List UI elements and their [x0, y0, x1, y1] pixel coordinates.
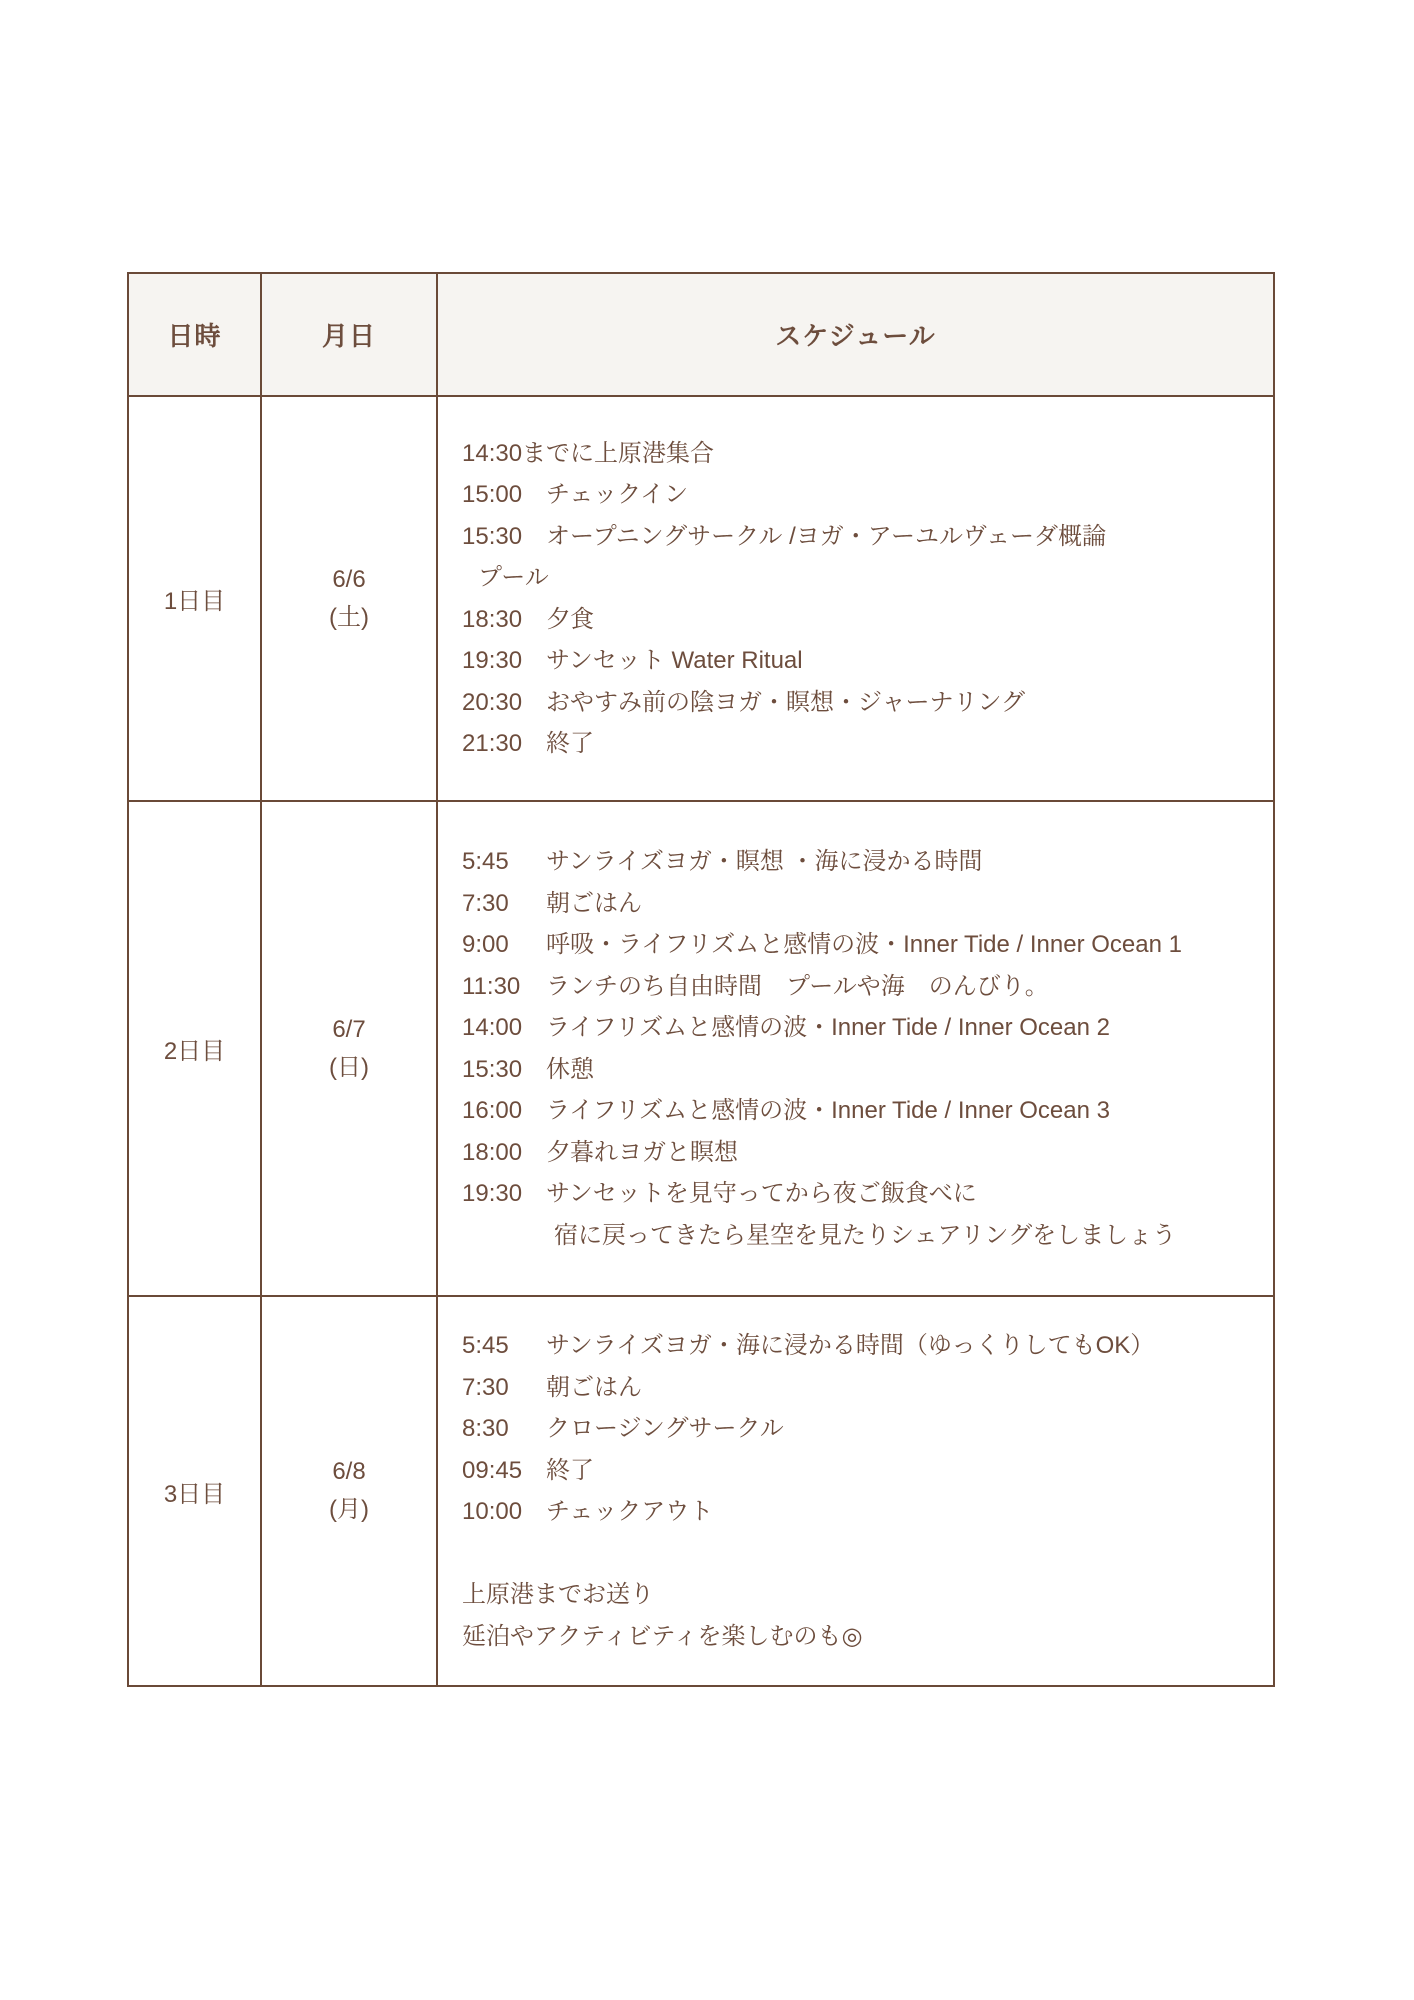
- table-row: [128, 1296, 1274, 1686]
- line-text: ライフリズムと感情の波・Inner Tide / Inner Ocean 2: [546, 1014, 1110, 1041]
- line-time: 15:00: [462, 481, 523, 508]
- table-row: [128, 396, 1274, 801]
- schedule-line: [462, 966, 1255, 1008]
- line-text: サンセットを見守ってから夜ご飯食べに: [546, 1180, 977, 1207]
- line-time: 19:30: [462, 647, 523, 674]
- line-time: 15:30: [462, 522, 523, 550]
- line-text: 朝ごはん: [546, 1373, 642, 1401]
- schedule-line: [462, 557, 1255, 599]
- schedule-line: [462, 1049, 1255, 1091]
- day-cell: 2日目: [128, 801, 261, 1296]
- schedule-line: [462, 1408, 1255, 1450]
- line-text: オープニングサークル /ヨガ・アーユルヴェーダ概論: [546, 522, 1107, 550]
- line-time: 7:30: [462, 889, 509, 917]
- line-time: 21:30: [462, 730, 523, 757]
- date-cell: [261, 1296, 437, 1686]
- line-text: 夕食: [546, 605, 594, 633]
- schedule-line: [462, 1325, 1255, 1367]
- schedule-cell: [437, 801, 1274, 1296]
- line-text: 夕暮れヨガと瞑想: [546, 1138, 738, 1166]
- table-header: [128, 273, 1274, 396]
- line-text: チェックイン: [546, 481, 689, 508]
- weekday-value: (日): [329, 1053, 369, 1081]
- schedule-line: [462, 1367, 1255, 1409]
- schedule-line: [462, 723, 1255, 765]
- schedule-line: [462, 1616, 1255, 1658]
- schedule-cell: [437, 396, 1274, 801]
- line-text: 終了: [546, 1456, 594, 1484]
- weekday-value: (土): [329, 603, 369, 631]
- schedule-line: [462, 640, 1255, 682]
- schedule-line: [462, 1491, 1255, 1533]
- schedule-line: [462, 474, 1255, 516]
- line-time: 11:30: [462, 972, 521, 1000]
- header-datetime: 日時: [128, 273, 261, 396]
- schedule-line: [462, 1173, 1255, 1215]
- line-text: サンライズヨガ・海に浸かる時間（ゆっくりしてもOK）: [546, 1332, 1155, 1359]
- line-text: サンライズヨガ・瞑想 ・海に浸かる時間: [546, 848, 983, 875]
- line-text: ランチのち自由時間 プールや海 のんびり。: [546, 972, 1049, 1000]
- schedule-line-blank: [462, 1533, 1255, 1575]
- line-text: チェックアウト: [546, 1498, 714, 1525]
- schedule-line: [462, 1450, 1255, 1492]
- line-text: サンセット Water Ritual: [546, 647, 803, 674]
- schedule-line: [462, 1574, 1255, 1616]
- line-time: 16:00: [462, 1097, 523, 1124]
- line-time: 8:30: [462, 1415, 509, 1442]
- line-text: 朝ごはん: [546, 889, 642, 917]
- date-cell: [261, 801, 437, 1296]
- schedule-line: [462, 883, 1255, 925]
- line-time: 7:30: [462, 1373, 509, 1401]
- line-time: 5:45: [462, 1332, 509, 1359]
- line-text: プール: [478, 564, 549, 591]
- table-row: [128, 801, 1274, 1296]
- schedule-line: [462, 841, 1255, 883]
- line-text: 14:30までに上原港集合: [462, 439, 715, 467]
- line-time: 5:45: [462, 848, 509, 875]
- schedule-line: [462, 924, 1255, 966]
- line-time: 18:30: [462, 605, 523, 633]
- weekday-value: (月): [329, 1496, 369, 1523]
- header-date: 月日: [261, 273, 437, 396]
- line-text: 終了: [546, 730, 594, 757]
- schedule-table: [127, 272, 1275, 1687]
- line-time: 19:30: [462, 1180, 523, 1207]
- line-time: 20:30: [462, 688, 523, 716]
- schedule-line: [462, 433, 1255, 475]
- schedule-line: [462, 1007, 1255, 1049]
- schedule-cell: [437, 1296, 1274, 1686]
- line-text: 上原港までお送り: [462, 1581, 654, 1608]
- line-time: 14:00: [462, 1014, 523, 1041]
- date-cell: [261, 396, 437, 801]
- line-text: 宿に戻ってきたら星空を見たりシェアリングをしましょう: [554, 1221, 1177, 1249]
- line-time: 09:45: [462, 1456, 523, 1484]
- schedule-line: [462, 599, 1255, 641]
- header-schedule: スケジュール: [437, 273, 1274, 396]
- date-value: 6/7: [332, 1015, 366, 1043]
- day-cell: 1日目: [128, 396, 261, 801]
- schedule-line: [462, 1215, 1255, 1257]
- day-cell: 3日目: [128, 1296, 261, 1686]
- date-value: 6/6: [332, 565, 366, 593]
- line-text: おやすみ前の陰ヨガ・瞑想・ジャーナリング: [546, 688, 1026, 716]
- schedule-line: [462, 1090, 1255, 1132]
- line-time: 18:00: [462, 1138, 523, 1166]
- line-text: クロージングサークル: [546, 1415, 784, 1442]
- schedule-line: [462, 682, 1255, 724]
- line-text: ライフリズムと感情の波・Inner Tide / Inner Ocean 3: [546, 1097, 1110, 1124]
- line-text: 呼吸・ライフリズムと感情の波・Inner Tide / Inner Ocean 1: [546, 931, 1182, 958]
- line-text: 休憩: [546, 1055, 594, 1083]
- line-time: 10:00: [462, 1498, 523, 1525]
- table-body: [128, 396, 1274, 1686]
- schedule-line: [462, 516, 1255, 558]
- line-time: 15:30: [462, 1055, 523, 1083]
- header-row: [128, 273, 1274, 396]
- date-value: 6/8: [332, 1458, 366, 1485]
- schedule-line: [462, 1132, 1255, 1174]
- line-time: 9:00: [462, 931, 509, 958]
- line-text: 延泊やアクティビティを楽しむのも◎: [462, 1622, 863, 1650]
